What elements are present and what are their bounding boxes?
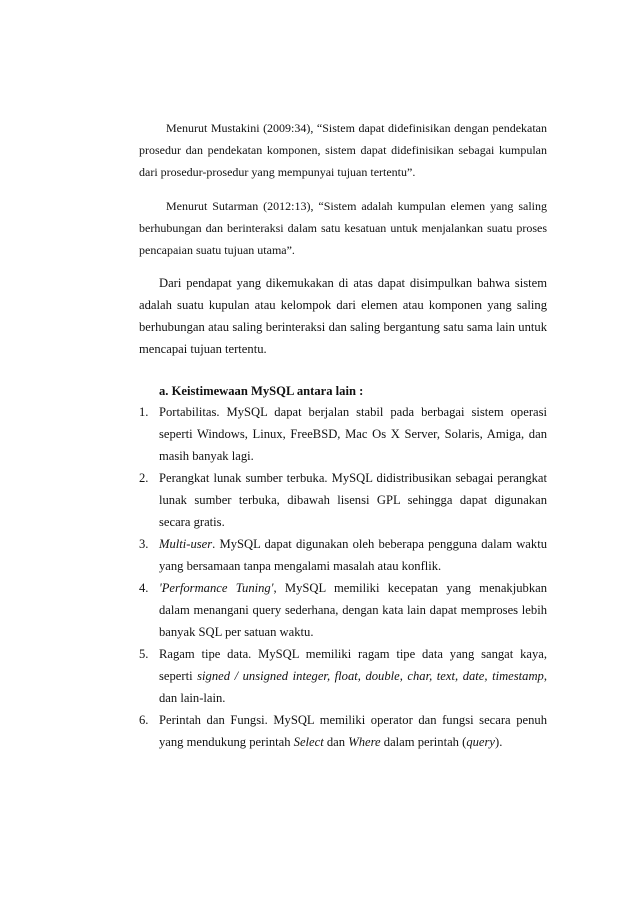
features-list [139, 401, 547, 753]
list-text-rest: ). [495, 735, 503, 749]
list-number: 2. [139, 471, 149, 485]
list-text-rest: , dan lain-lain. [159, 669, 548, 705]
list-text [159, 577, 547, 643]
list-text-italic-2: Where [348, 735, 381, 749]
list-text: Perangkat lunak sumber terbuka. MySQL didistribusikan sebagai perangkat lunak sumber terbuka, dibawah lisensi GPL sehingga dapat digunakan secara gratis. [159, 471, 547, 529]
list-text-mid-2: dalam perintah ( [380, 735, 467, 749]
list-number: 5. [139, 647, 149, 661]
list-text-lead: Perintah dan Fungsi. MySQL memiliki operator dan fungsi secara penuh yang mendukung perintah [159, 713, 547, 749]
list-item [139, 467, 547, 533]
paragraph-conclusion: Dari pendapat yang dikemukakan di atas dapat disimpulkan bahwa sistem adalah suatu kupulan atau kelompok dari elemen atau komponen yang saling berhubungan atau saling berinteraksi dan saling bergantung satu sama lain untuk mencapai tujuan tertentu. [139, 276, 547, 356]
section-heading: a. Keistimewaan MySQL antara lain : [159, 384, 364, 398]
list-number: 4. [139, 581, 149, 595]
list-text-italic: Select [293, 735, 324, 749]
list-text-rest: , MySQL memiliki kecepatan yang menakjubkan dalam menangani query sederhana, dengan kata lain dapat memproses lebih banyak SQL per satuan waktu. [159, 581, 548, 639]
list-item [139, 643, 547, 709]
list-item [139, 401, 547, 467]
list-text [159, 709, 547, 753]
list-number: 3. [139, 537, 149, 551]
list-item [139, 577, 547, 643]
list-text-lead: Ragam tipe data. MySQL memiliki ragam tipe data yang sangat kaya, seperti [159, 647, 547, 683]
list-item [139, 709, 547, 753]
list-text-italic: 'Performance Tuning' [159, 581, 274, 595]
list-text-mid: dan [323, 735, 349, 749]
list-text-italic: Multi-user [159, 537, 213, 551]
paragraph-sutarman: Menurut Sutarman (2012:13), “Sistem adalah kumpulan elemen yang saling berhubungan dan berinteraksi dalam satu kesatuan untuk menjalankan suatu proses pencapaian suatu tujuan utama”. [139, 199, 547, 257]
list-text-italic: signed / unsigned integer, float, double, char, text, date, timestamp [197, 669, 544, 683]
list-text: Portabilitas. MySQL dapat berjalan stabil pada berbagai sistem operasi seperti Windows, Linux, FreeBSD, Mac Os X Server, Solaris, Amiga, dan masih banyak lagi. [159, 405, 547, 463]
list-number: 6. [139, 713, 149, 727]
list-text-italic-3: query [466, 735, 495, 749]
list-item [139, 533, 547, 577]
list-number: 1. [139, 405, 149, 419]
paragraph-mustakini: Menurut Mustakini (2009:34), “Sistem dapat didefinisikan dengan pendekatan prosedur dan pendekatan komponen, sistem dapat didefinisikan sebagai kumpulan dari prosedur-prosedur yang mempunyai tujuan tertentu”. [139, 121, 547, 179]
list-text [159, 643, 547, 709]
list-text-rest: . MySQL dapat digunakan oleh beberapa pengguna dalam waktu yang bersamaan tanpa mengalami masalah atau konflik. [159, 537, 547, 573]
list-text [159, 533, 547, 577]
